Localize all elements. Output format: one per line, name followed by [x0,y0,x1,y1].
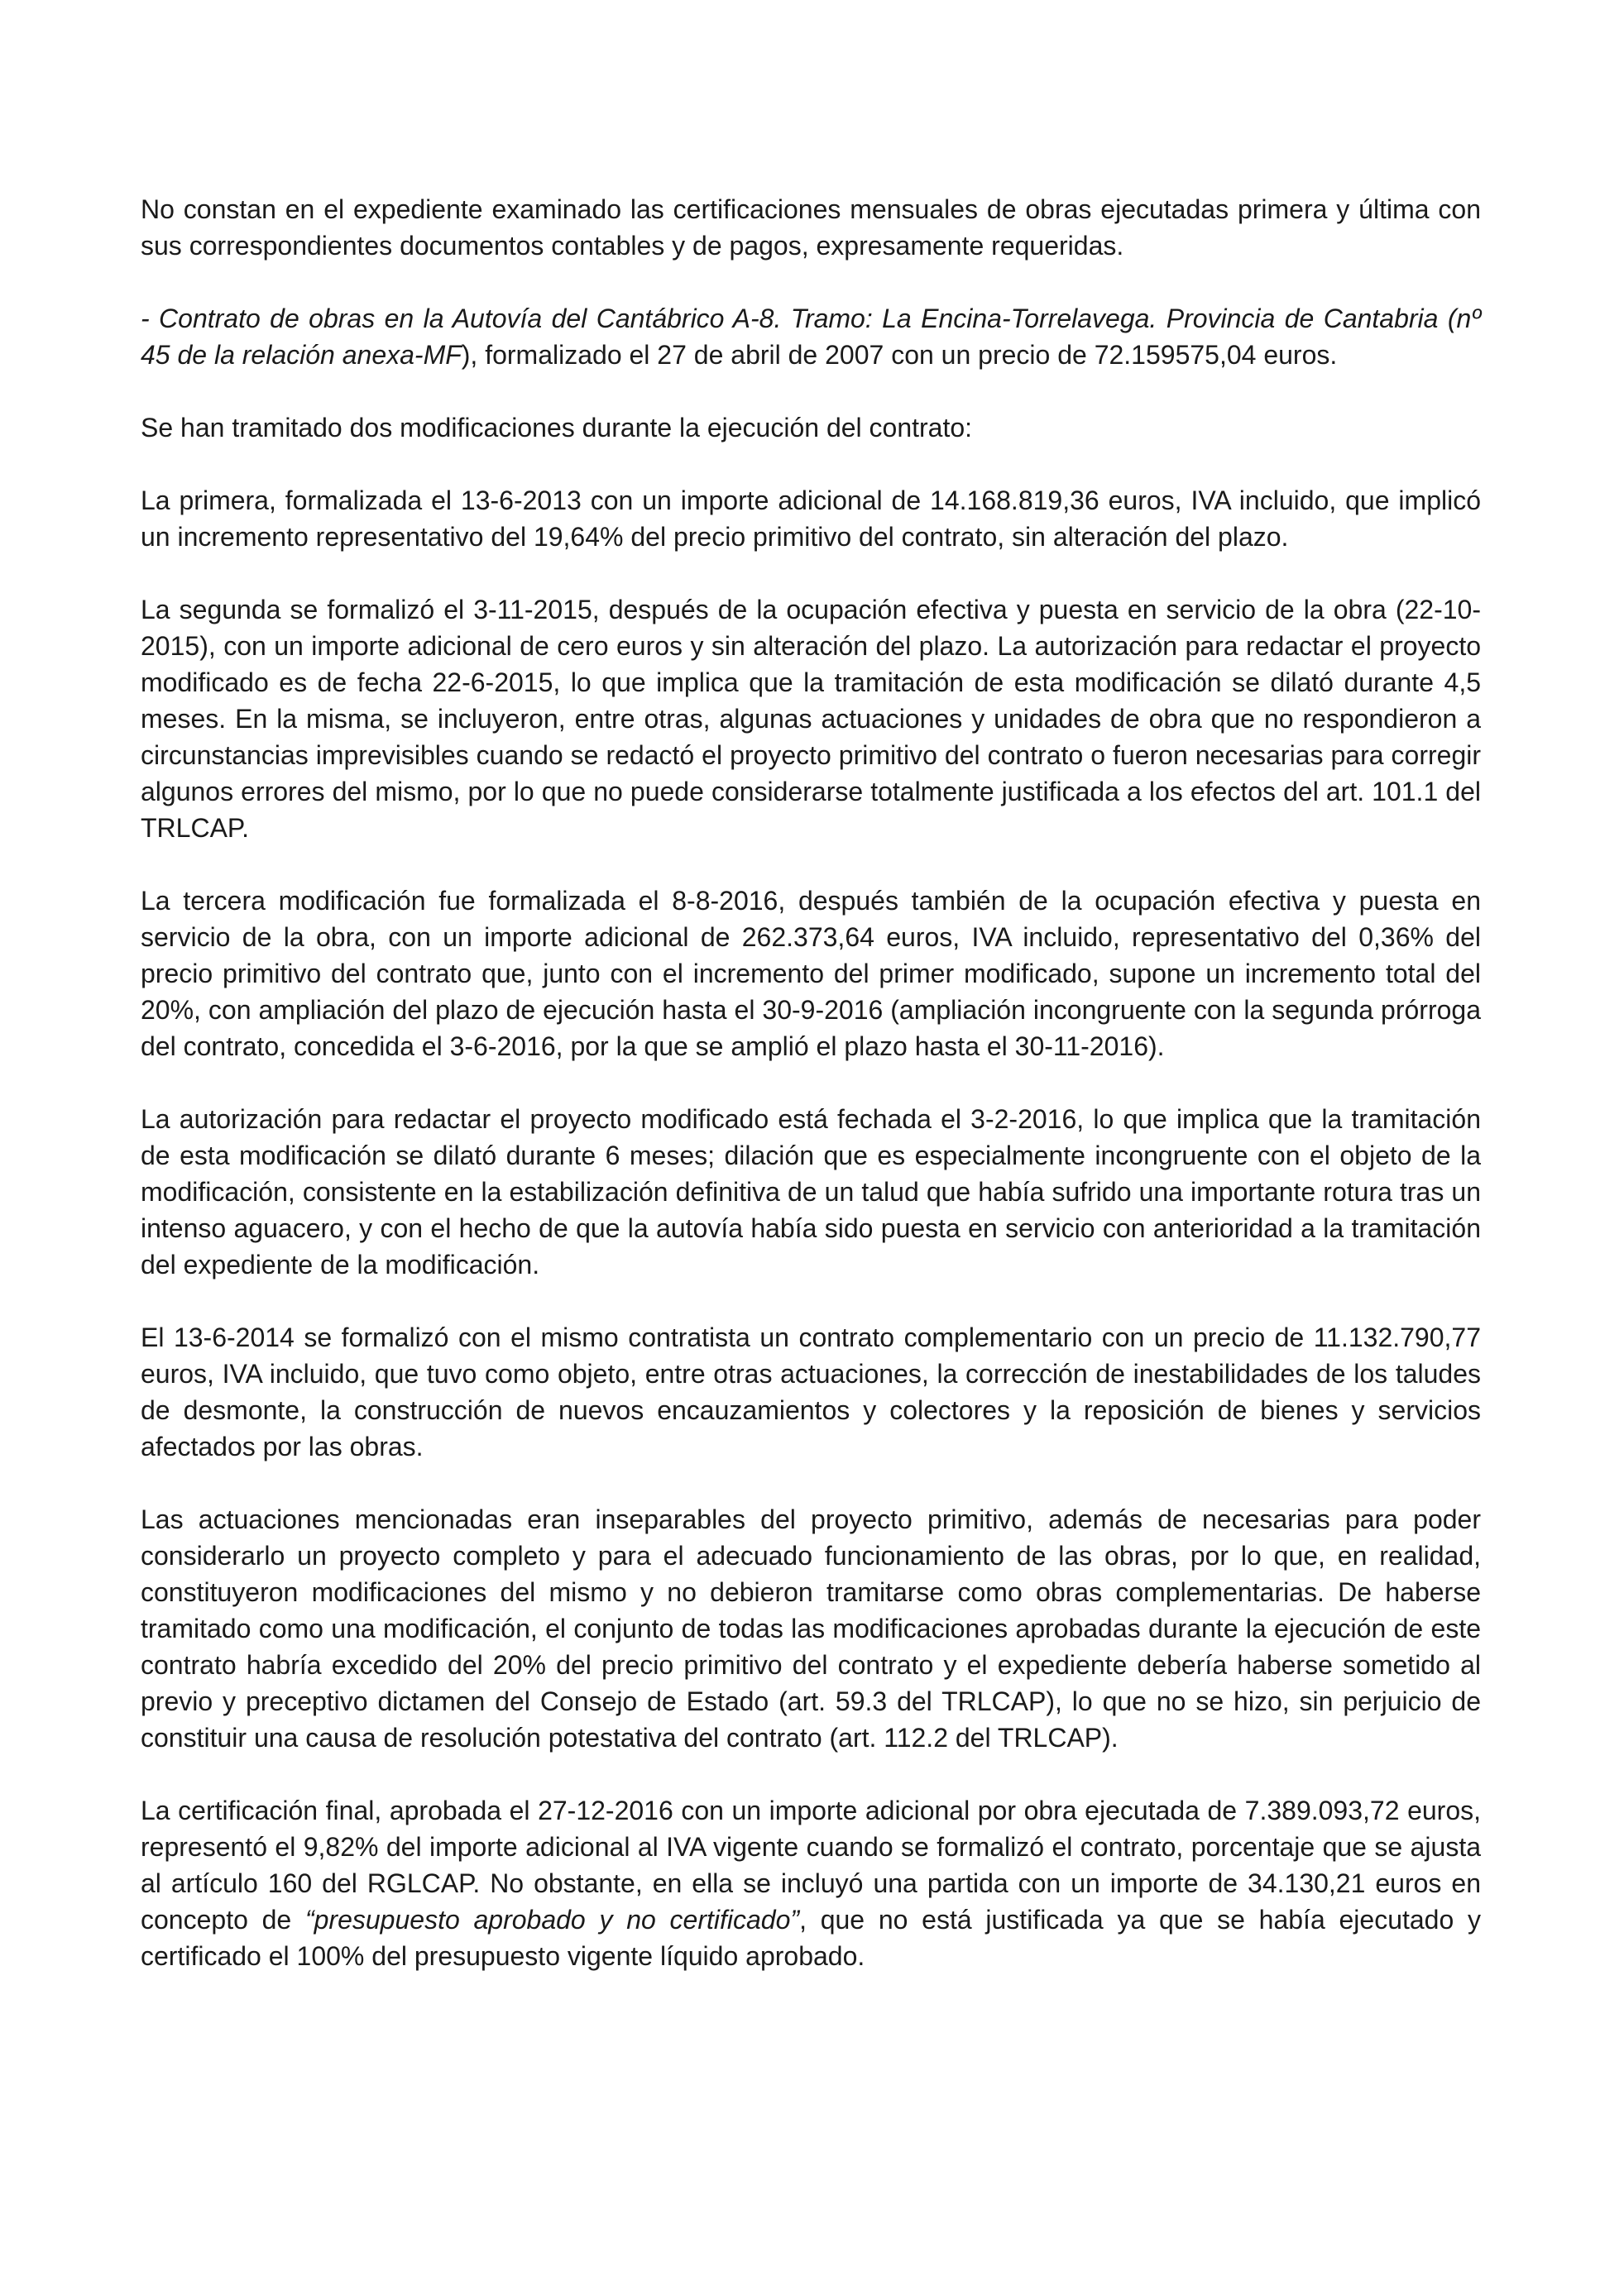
paragraph-3: Se han tramitado dos modificaciones durante la ejecución del contrato: [141,413,973,442]
paragraph-1: No constan en el expediente examinado las certificaciones mensuales de obras ejecutadas primera y última con sus correspondientes documentos contables y de pagos, expresamente requeridas. [141,194,1481,261]
paragraph-10 [141,1792,1481,1974]
contract-details: ), formalizado el 27 de abril de 2007 con un precio de 72.159575,04 euros. [461,340,1338,370]
quoted-concept: “presupuesto aprobado y no certificado” [304,1905,800,1935]
paragraph-7: La autorización para redactar el proyecto modificado está fechada el 3-2-2016, lo que implica que la tramitación de esta modificación se dilató durante 6 meses; dilación que es especialmente incongruente con el objeto de la modificación, consistente en la estabilización definitiva de un talud que había sufrido una importante rotura tras un intenso aguacero, y con el hecho de que la autovía había sido puesta en servicio con anterioridad a la tramitación del expediente de la modificación. [141,1104,1481,1280]
paragraph-8: El 13-6-2014 se formalizó con el mismo contratista un contrato complementario con un precio de 11.132.790,77 euros, IVA incluido, que tuvo como objeto, entre otras actuaciones, la corrección de inestabilidades de los taludes de desmonte, la construcción de nuevos encauzamientos y colectores y la reposición de bienes y servicios afectados por las obras. [141,1323,1481,1461]
paragraph-9: Las actuaciones mencionadas eran inseparables del proyecto primitivo, además de necesarias para poder considerarlo un proyecto completo y para el adecuado funcionamiento de las obras, por lo que, en realidad, constituyeron modificaciones del mismo y no debieron tramitarse como obras complementarias. De haberse tramitado como una modificación, el conjunto de todas las modificaciones aprobadas durante la ejecución de este contrato habría excedido del 20% del precio primitivo del contrato y el expediente debería haberse sometido al previo y preceptivo dictamen del Consejo de Estado (art. 59.3 del TRLCAP), lo que no se hizo, sin perjuicio de constituir una causa de resolución potestativa del contrato (art. 112.2 del TRLCAP). [141,1504,1481,1753]
document-page [141,191,1481,1974]
paragraph-10-text-end: , que no está justificada ya que se había ejecutado y certificado el 100% del presupuesto vigente líquido aprobado. [141,1905,1482,1971]
contract-title: - Contrato de obras en la Autovía del Cantábrico A-8. Tramo: La Encina-Torrelavega. Provincia de Cantabria (nº 45 de la relación anexa-MF [141,304,1481,370]
paragraph-6: La tercera modificación fue formalizada el 8-8-2016, después también de la ocupación efectiva y puesta en servicio de la obra, con un importe adicional de 262.373,64 euros, IVA incluido, representativo del 0,36% del precio primitivo del contrato que, junto con el incremento del primer modificado, supone un incremento total del 20%, con ampliación del plazo de ejecución hasta el 30-9-2016 (ampliación incongruente con la segunda prórroga del contrato, concedida el 3-6-2016, por la que se amplió el plazo hasta el 30-11-2016). [141,886,1481,1061]
paragraph-4: La primera, formalizada el 13-6-2013 con un importe adicional de 14.168.819,36 euros, IVA incluido, que implicó un incremento representativo del 19,64% del precio primitivo del contrato, sin alteración del plazo. [141,486,1481,552]
paragraph-10-text-start: La certificación final, aprobada el 27-12-2016 con un importe adicional por obra ejecutada de 7.389.093,72 euros, representó el 9,82% del importe adicional al IVA vigente cuando se formalizó el contrato, porcentaje que se ajusta al artículo 160 del RGLCAP. No obstante, en ella se incluyó una partida con un importe de 34.130,21 euros en concepto de [141,1796,1481,1935]
paragraph-5: La segunda se formalizó el 3-11-2015, después de la ocupación efectiva y puesta en servicio de la obra (22-10-2015), con un importe adicional de cero euros y sin alteración del plazo. La autorización para redactar el proyecto modificado es de fecha 22-6-2015, lo que implica que la tramitación de esta modificación se dilató durante 4,5 meses. En la misma, se incluyeron, entre otras, algunas actuaciones y unidades de obra que no respondieron a circunstancias imprevisibles cuando se redactó el proyecto primitivo del contrato o fueron necesarias para corregir algunos errores del mismo, por lo que no puede considerarse totalmente justificada a los efectos del art. 101.1 del TRLCAP. [141,595,1481,843]
paragraph-2-contract-heading [141,300,1481,373]
